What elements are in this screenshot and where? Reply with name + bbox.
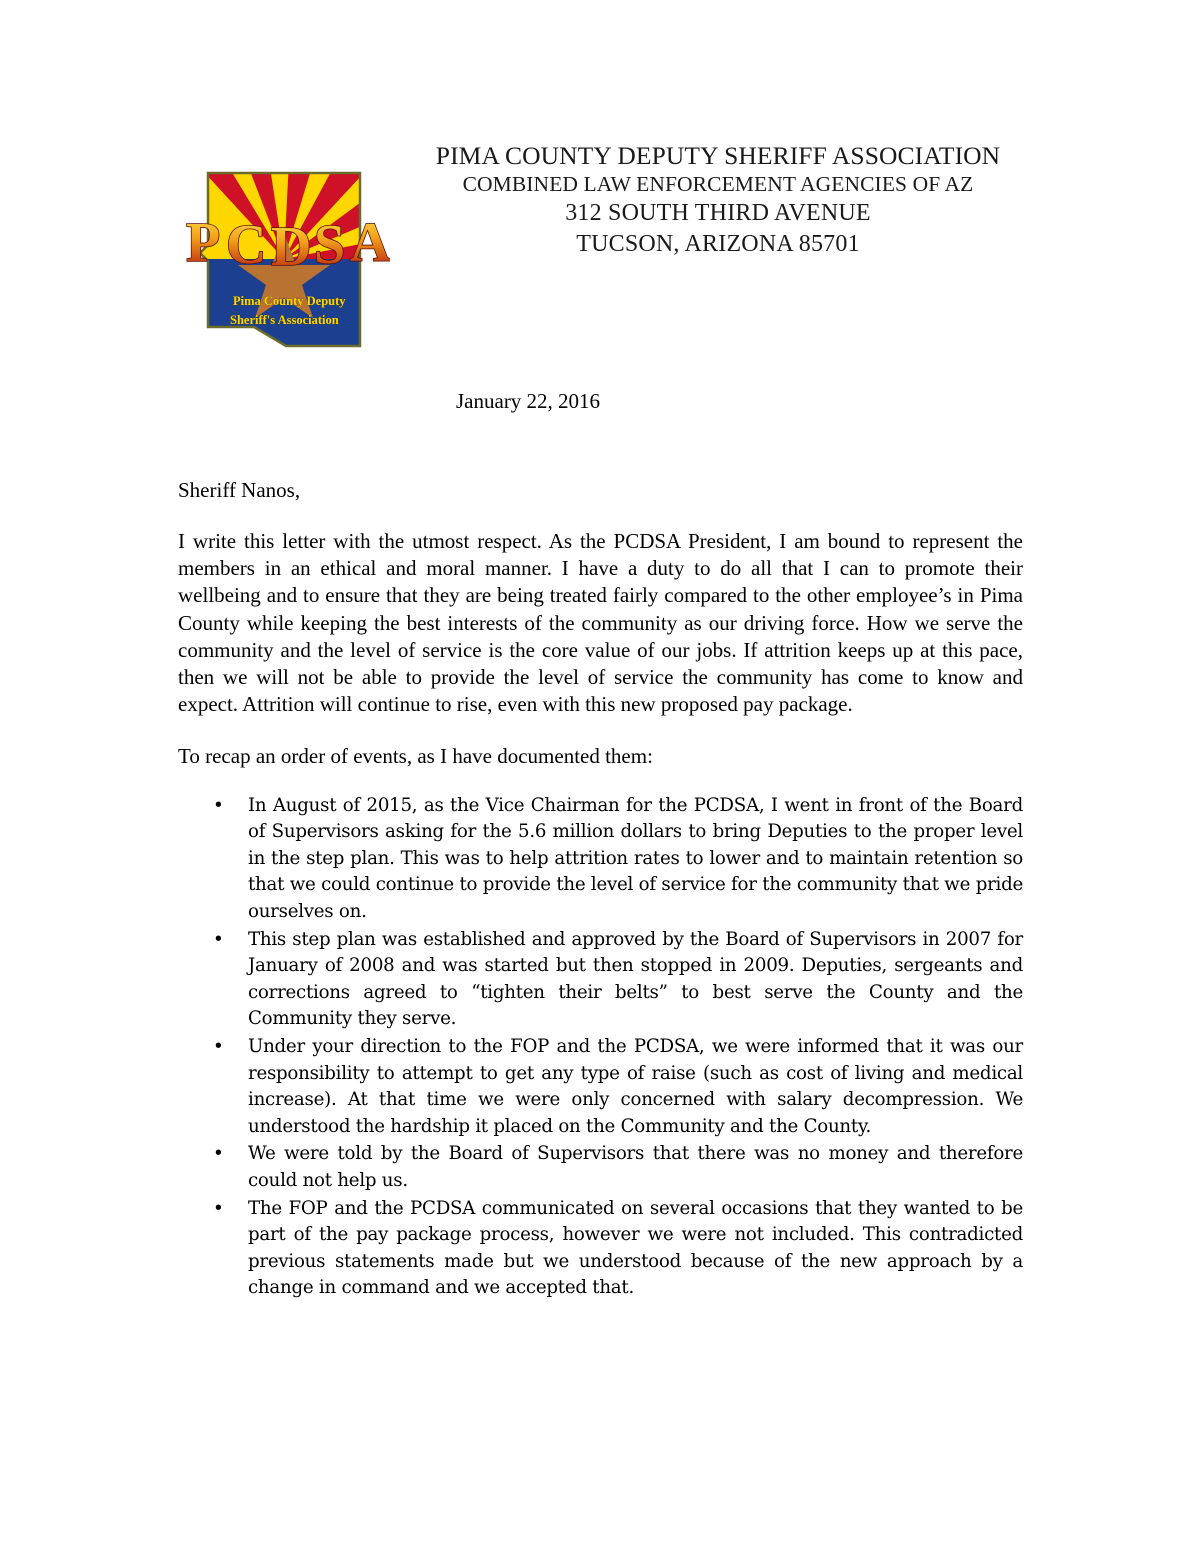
svg-text:A: A [350, 212, 390, 274]
organization-name: PIMA COUNTY DEPUTY SHERIFF ASSOCIATION [435, 141, 1001, 170]
svg-text:D: D [271, 216, 312, 278]
svg-text:C: C [226, 214, 267, 276]
list-item [178, 1034, 1023, 1140]
bullet-marker-icon: • [213, 1035, 224, 1057]
letter-date: January 22, 2016 [456, 389, 601, 413]
list-item-text: This step plan was established and approved by the Board of Supervisors in 2007 for January of 2008 and was started but then stopped in 2009. Deputies, sergeants and corrections agreed to “tighten their belts” to best serve the County and the Community they serve. [248, 928, 1023, 1030]
svg-text:S: S [314, 214, 346, 276]
letter-salutation: Sheriff Nanos, [178, 478, 301, 502]
list-item [178, 793, 1023, 926]
svg-text:P: P [186, 212, 221, 274]
pcdsa-logo-graphic [178, 141, 390, 371]
logo-caption-line1: Pima County Deputy [233, 294, 346, 308]
letter-paragraph-1: I write this letter with the utmost respect. As the PCDSA President, I am bound to represent the members in an ethical and moral manner. I have a duty to do all that I can to promote their wellbeing and to ensure that they are being treated fairly compared to the other employee’s in Pima County while keeping the best interests of the community as our driving force. How we serve the community and the level of service is the core value of our jobs. If attrition keeps up at this pace, then we will not be able to provide the level of service the community has come to know and expect. Attrition will continue to rise, even with this new proposed pay package. [178, 529, 1023, 717]
letterhead [0, 125, 1200, 370]
list-item [178, 1196, 1023, 1302]
list-item-text: In August of 2015, as the Vice Chairman for the PCDSA, I went in front of the Board of Supervisors asking for the 5.6 million dollars to bring Deputies to the proper level in the step plan. This was to help attrition rates to lower and to maintain retention so that we could continue to provide the level of service for the community that we pride ourselves on. [248, 794, 1023, 922]
letterhead-address-block [398, 141, 1038, 260]
list-item-text: Under your direction to the FOP and the PCDSA, we were informed that it was our responsibility to attempt to get any type of raise (such as cost of living and medical increase). At that time we were only concerned with salary decompression. We understood the hardship it placed on the Community and the County. [248, 1035, 1023, 1137]
bullet-marker-icon: • [213, 794, 224, 816]
list-item [178, 1141, 1023, 1194]
city-state-zip: TUCSON, ARIZONA 85701 [576, 231, 860, 257]
events-bullet-list [178, 793, 1023, 1302]
list-item-text: We were told by the Board of Supervisors that there was no money and therefore could not help us. [248, 1143, 1023, 1191]
organization-subtitle: COMBINED LAW ENFORCEMENT AGENCIES OF AZ [462, 172, 974, 196]
list-item [178, 927, 1023, 1033]
list-item-text: The FOP and the PCDSA communicated on several occasions that they wanted to be part of the pay package process, however we were not included. This contradicted previous statements made but we understood because of the new approach by a change in command and we accepted that. [248, 1197, 1023, 1299]
bullet-marker-icon: • [213, 1197, 224, 1219]
pcdsa-logo [178, 141, 390, 371]
letter-paragraph-2: To recap an order of events, as I have documented them: [178, 744, 653, 769]
letter-body [178, 388, 1023, 1303]
street-address: 312 SOUTH THIRD AVENUE [565, 200, 871, 226]
bullet-marker-icon: • [213, 928, 224, 950]
bullet-marker-icon: • [213, 1143, 224, 1165]
logo-caption-line2: Sheriff's Association [230, 313, 339, 327]
